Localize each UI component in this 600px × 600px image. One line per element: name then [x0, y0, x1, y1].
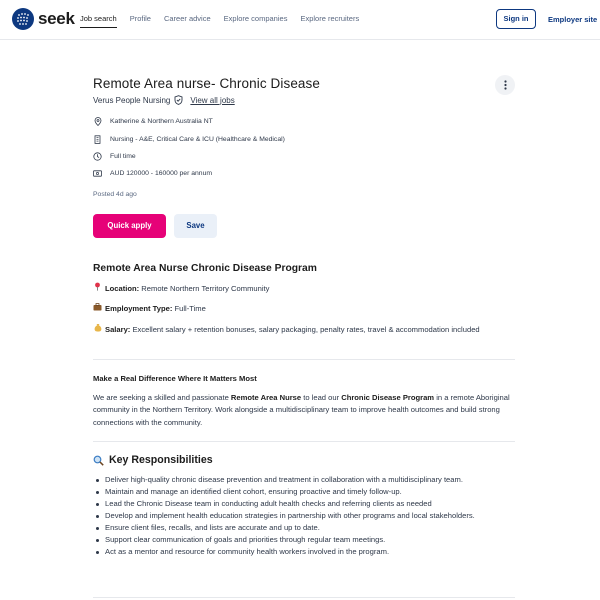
job-classification	[93, 135, 285, 144]
location-value: Remote Northern Territory Community	[139, 284, 270, 293]
logo-text: seek	[38, 9, 75, 28]
briefcase-icon	[93, 303, 102, 317]
job-location	[93, 117, 213, 126]
money-bag-icon	[93, 323, 102, 338]
sign-in-button[interactable]: Sign in	[496, 9, 536, 29]
job-title: Remote Area nurse- Chronic Disease	[93, 76, 321, 91]
building-icon	[93, 135, 102, 144]
top-navigation-bar	[0, 0, 600, 40]
location-text[interactable]: Katherine & Northern Australia NT	[110, 118, 213, 125]
program-heading: Remote Area Nurse Chronic Disease Program	[93, 263, 317, 274]
list-item: Maintain and manage an identified client cohort, ensuring proactive and timely follow-up.	[105, 486, 515, 498]
responsibilities-heading	[93, 454, 213, 466]
employer-site-link[interactable]: Employer site	[548, 15, 598, 24]
nav-career-advice[interactable]: Career advice	[163, 14, 211, 23]
list-item: Lead the Chronic Disease team in conducting adult health checks and referring clients as needed	[105, 498, 515, 510]
divider	[93, 597, 515, 598]
intro-text-1: We are seeking a skilled and passionate	[93, 393, 231, 402]
seek-logo-icon	[12, 8, 34, 30]
list-item: Deliver high-quality chronic disease prevention and treatment in collaboration with a multidisciplinary team.	[105, 474, 515, 486]
nav-explore-companies[interactable]: Explore companies	[223, 14, 288, 23]
company-row	[93, 95, 235, 105]
list-item: Develop and implement health education strategies in partnership with other programs and local stakeholders.	[105, 510, 515, 522]
work-type-text: Full time	[110, 153, 136, 160]
pushpin-icon	[93, 282, 102, 297]
intro-bold-1: Remote Area Nurse	[230, 393, 302, 402]
more-vertical-icon	[504, 80, 507, 90]
list-item: Support clear communication of goals and priorities through regular team meetings.	[105, 534, 515, 546]
salary-label: Salary:	[105, 325, 131, 334]
money-icon	[93, 169, 102, 178]
shield-check-icon	[174, 95, 183, 105]
salary-value: Excellent salary + retention bonuses, salary packaging, penalty rates, travel & accommodation included	[130, 325, 480, 334]
list-item: Act as a mentor and resource for community health workers involved in the program.	[105, 546, 515, 558]
salary-line	[93, 323, 515, 338]
divider	[93, 441, 515, 442]
responsibilities-list	[105, 474, 515, 558]
divider	[93, 359, 515, 360]
job-work-type	[93, 152, 136, 161]
employment-label: Employment Type:	[105, 304, 173, 313]
intro-bold-2: Chronic Disease Program	[341, 393, 435, 402]
difference-heading: Make a Real Difference Where It Matters Most	[93, 374, 257, 383]
employment-line	[93, 303, 515, 317]
view-all-jobs-link[interactable]: View all jobs	[190, 95, 235, 105]
list-item: Ensure client files, recalls, and lists are accurate and up to date.	[105, 522, 515, 534]
responsibilities-heading-text: Key Responsibilities	[109, 454, 213, 466]
save-button[interactable]: Save	[174, 214, 217, 238]
intro-text-3: in a remote Aboriginal community in the Northern Territory. Work alongside a multidisciplinary team to improve health outcomes and build strong connections with the community.	[93, 393, 510, 427]
job-salary	[93, 169, 212, 178]
nav-profile[interactable]: Profile	[129, 14, 151, 23]
posted-date: Posted 4d ago	[93, 191, 137, 198]
clock-icon	[93, 152, 102, 161]
more-options-button[interactable]	[495, 75, 515, 95]
magnifier-icon	[93, 455, 104, 466]
location-label: Location:	[105, 284, 140, 293]
seek-logo[interactable]	[12, 8, 75, 30]
intro-paragraph	[93, 392, 515, 429]
nav-explore-recruiters[interactable]: Explore recruiters	[300, 14, 360, 23]
employment-value: Full-Time	[172, 304, 206, 313]
intro-text-2: to lead our	[301, 393, 342, 402]
location-line	[93, 282, 515, 297]
main-nav	[80, 14, 372, 28]
location-pin-icon	[93, 117, 102, 126]
quick-apply-button[interactable]: Quick apply	[93, 214, 166, 238]
classification-text[interactable]: Nursing - A&E, Critical Care & ICU (Healthcare & Medical)	[110, 136, 285, 143]
company-name[interactable]: Verus People Nursing	[93, 95, 171, 105]
salary-text: AUD 120000 - 160000 per annum	[110, 170, 213, 177]
nav-job-search[interactable]: Job search	[80, 14, 117, 28]
